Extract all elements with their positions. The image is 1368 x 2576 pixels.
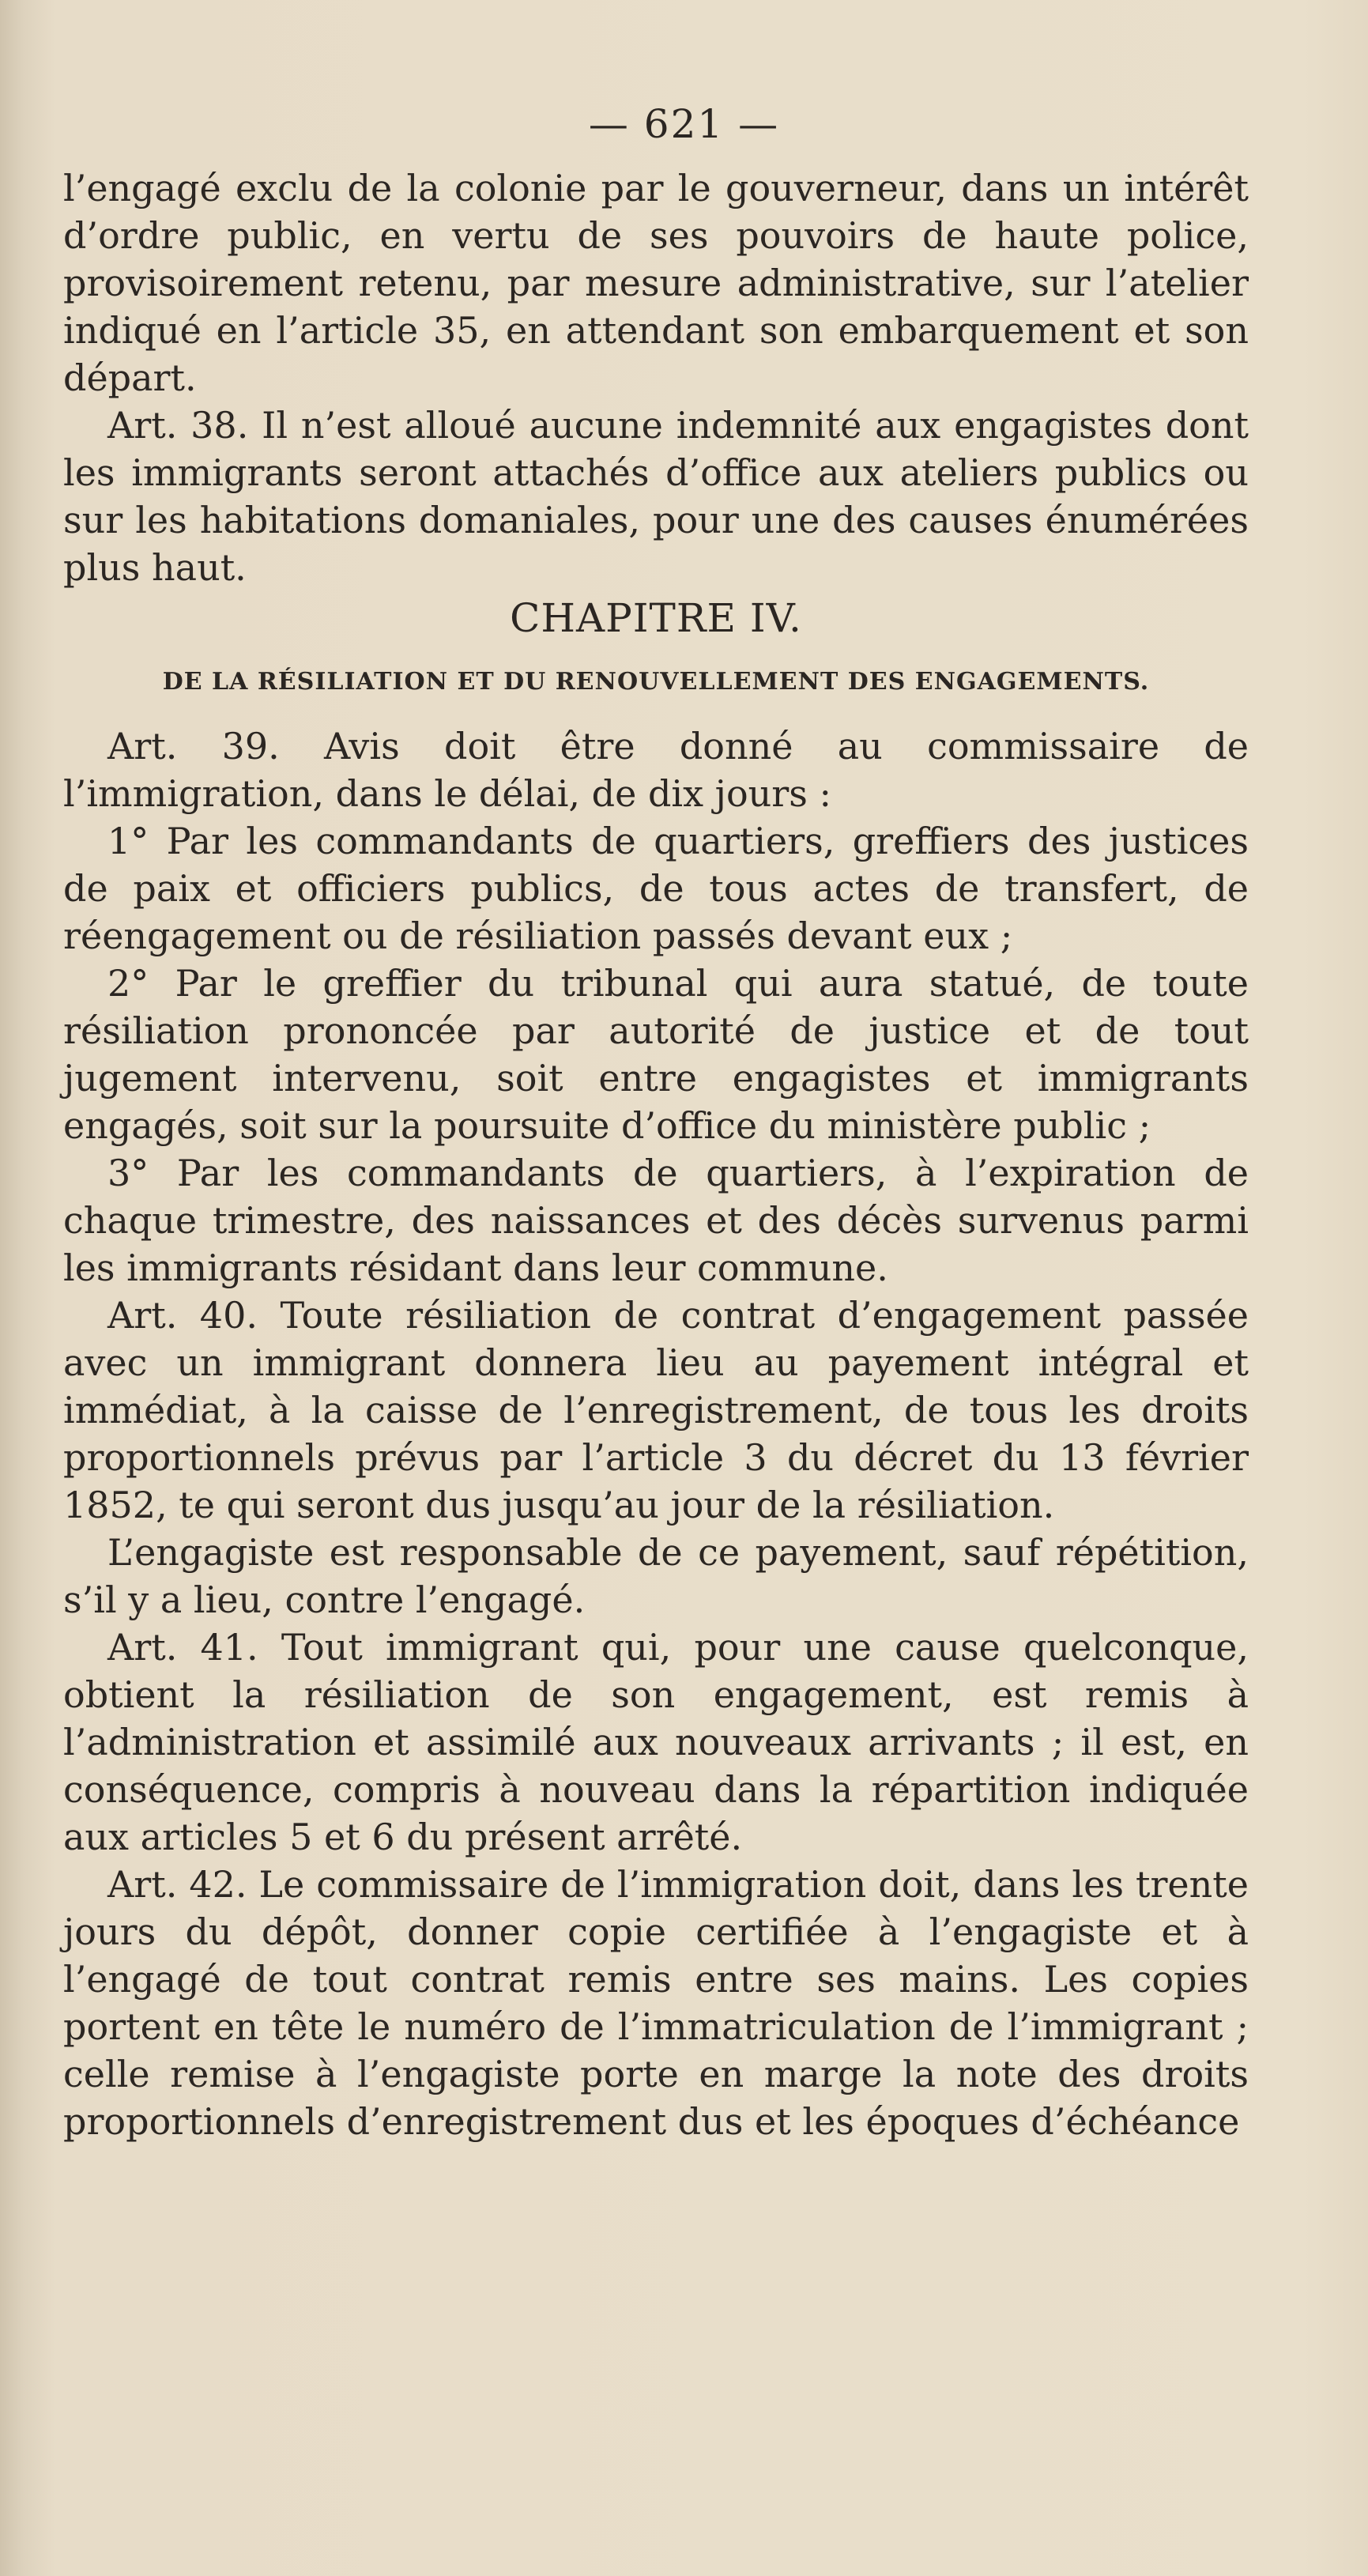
paragraph-art-42: Art. 42. Le commissaire de l’immigration doit, dans les trente jours du dépôt, donner copie certifiée à l’engagiste et à l’engagé de tout contrat remis entre ses mains. Les copies portent en tête le numéro de l’immatriculation de l’immigrant ; celle remise à l’engagiste porte en marge la note des droits proportionnels d’enregistrement dus et les époques d’échéance xyxy=(63,1863,1249,2143)
chapter-title: CHAPITRE IV. xyxy=(510,595,802,641)
paragraph-item-1: 1° Par les commandants de quartiers, greffiers des justices de paix et officiers publics, de tous actes de transfert, de réengagement ou de résiliation passés devant eux ; xyxy=(63,820,1249,957)
paragraph-art-41: Art. 41. Tout immigrant qui, pour une cause quelconque, obtient la résiliation de son engagement, est remis à l’administration et assimilé aux nouveaux arrivants ; il est, en conséquence, compris à nouveau dans la répartition indiquée aux articles 5 et 6 du présent arrêté. xyxy=(63,1626,1249,1858)
paragraph-art-40: Art. 40. Toute résiliation de contrat d’engagement passée avec un immigrant donnera lieu au payement intégral et immédiat, à la caisse de l’enregistrement, de tous les droits proportionnels prévus par l’article 3 du décret du 13 février 1852, te qui seront dus jusqu’au jour de la résiliation. xyxy=(63,1294,1249,1526)
paragraph-item-3: 3° Par les commandants de quartiers, à l’expiration de chaque trimestre, des naissances et des décès survenus parmi les immigrants résidant dans leur commune. xyxy=(63,1152,1249,1289)
chapter-subtitle: DE LA RÉSILIATION ET DU RENOUVELLEMENT DES ENGAGEMENTS. xyxy=(162,668,1150,696)
paragraph-item-2: 2° Par le greffier du tribunal qui aura statué, de toute résiliation prononcée par autorité de justice et de tout jugement intervenu, soit entre engagistes et immigrants engagés, soit sur la poursuite d’office du ministère public ; xyxy=(63,962,1249,1147)
paragraph-art-38: Art. 38. Il n’est alloué aucune indemnité aux engagistes dont les immigrants seront attachés d’office aux ateliers publics ou sur les habitations domaniales, pour une des causes énumérées plus haut. xyxy=(63,404,1249,589)
paragraph-continuation: l’engagé exclu de la colonie par le gouverneur, dans un intérêt d’ordre public, en vertu de ses pouvoirs de haute police, provisoirement retenu, par mesure administrative, sur l’atelier indiqué en l’article 35, en attendant son embarquement et son départ. xyxy=(63,167,1249,399)
paragraph-engagiste: L’engagiste est responsable de ce payement, sauf répétition, s’il y a lieu, contre l’engagé. xyxy=(63,1531,1249,1621)
page-body xyxy=(63,164,1249,2145)
page-number: — 621 — xyxy=(588,101,780,147)
paragraph-art-39: Art. 39. Avis doit être donné au commissaire de l’immigration, dans le délai, de dix jours : xyxy=(63,725,1249,815)
